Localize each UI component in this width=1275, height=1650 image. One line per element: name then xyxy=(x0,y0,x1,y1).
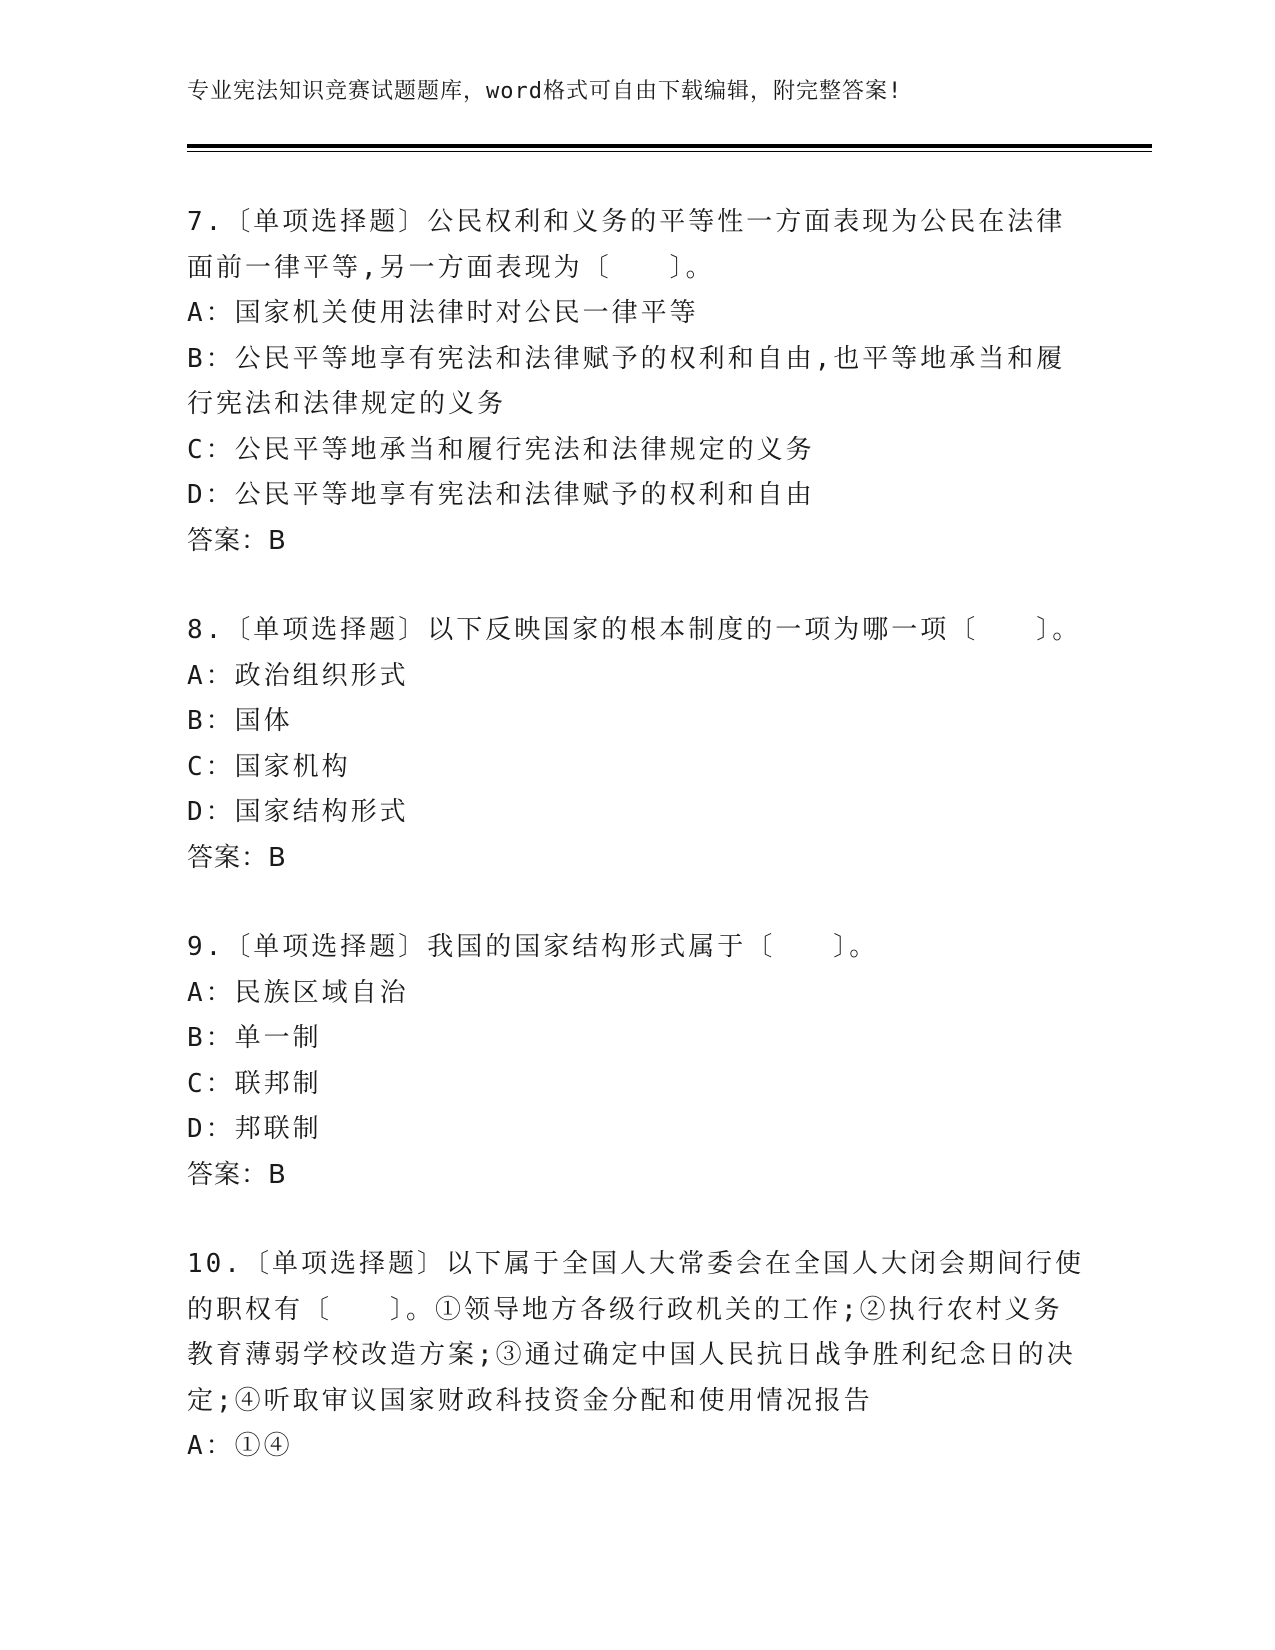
question-stem-line: 的职权有〔 〕。①领导地方各级行政机关的工作;②执行农村义务 xyxy=(187,1294,1063,1325)
header-rule-thin xyxy=(187,151,1152,152)
answer: 答案：B xyxy=(187,1159,287,1190)
option-d: D：公民平等地享有宪法和法律赋予的权利和自由 xyxy=(187,480,815,510)
option-a: A：政治组织形式 xyxy=(187,660,409,691)
option-d: D：邦联制 xyxy=(187,1114,322,1144)
question-10 xyxy=(187,1242,1084,1470)
option-c: C：联邦制 xyxy=(187,1068,322,1099)
option-b: B：单一制 xyxy=(187,1023,322,1053)
question-7 xyxy=(187,200,1067,564)
question-stem-line: 10.〔单项选择题〕以下属于全国人大常委会在全国人大闭会期间行使 xyxy=(187,1249,1084,1279)
answer: 答案：B xyxy=(187,525,287,556)
question-8 xyxy=(187,608,1082,881)
question-stem-line: 面前一律平等,另一方面表现为〔 〕。 xyxy=(187,252,715,283)
question-stem-line: 定;④听取审议国家财政科技资金分配和使用情况报告 xyxy=(187,1385,873,1416)
header-rule-thick xyxy=(187,144,1152,148)
answer: 答案：B xyxy=(187,842,287,873)
question-stem-line: 9.〔单项选择题〕我国的国家结构形式属于〔 〕。 xyxy=(187,932,879,962)
option-b: B：国体 xyxy=(187,706,293,736)
document-header: 专业宪法知识竞赛试题题库，word格式可自由下载编辑，附完整答案! xyxy=(187,79,903,104)
option-c: C：公民平等地承当和履行宪法和法律规定的义务 xyxy=(187,434,815,465)
option-c: C：国家机构 xyxy=(187,751,351,782)
option-d: D：国家结构形式 xyxy=(187,797,409,827)
question-stem-line: 8.〔单项选择题〕以下反映国家的根本制度的一项为哪一项〔 〕。 xyxy=(187,615,1082,645)
question-list xyxy=(187,200,1084,1514)
option-b-continued: 行宪法和法律规定的义务 xyxy=(187,389,507,419)
option-a: A：①④ xyxy=(187,1431,293,1461)
option-a: A：国家机关使用法律时对公民一律平等 xyxy=(187,298,699,328)
option-b: B：公民平等地享有宪法和法律赋予的权利和自由,也平等地承当和履 xyxy=(187,343,1066,374)
question-stem-line: 7.〔单项选择题〕公民权利和义务的平等性一方面表现为公民在法律 xyxy=(187,207,1066,237)
option-a: A：民族区域自治 xyxy=(187,977,409,1008)
question-stem-line: 教育薄弱学校改造方案;③通过确定中国人民抗日战争胜利纪念日的决 xyxy=(187,1340,1076,1370)
question-9 xyxy=(187,925,1067,1198)
